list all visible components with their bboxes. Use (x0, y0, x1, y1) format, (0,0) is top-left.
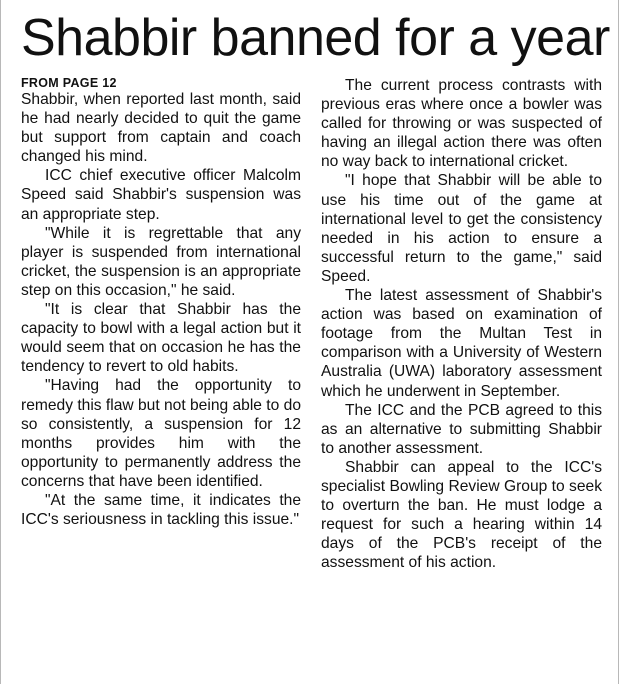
paragraph: "It is clear that Shabbir has the capacity to bowl with a legal action but it would seem that on occasion he has the tendency to revert to old habits. (21, 301, 301, 376)
headline: Shabbir banned for a year (21, 9, 610, 67)
kicker-from-page: FROM PAGE 12 (21, 76, 117, 90)
paragraph: "While it is regrettable that any player is suspended from international cricket, the suspension is an appropriate step on this occasion," he said. (21, 224, 301, 299)
paragraph: "I hope that Shabbir will be able to use his time out of the game at international level to get the consistency needed in his action to ensure a successful return to the game," said Speed. (321, 172, 602, 285)
paragraph: The latest assessment of Shabbir's action was based on examination of footage from the Multan Test in comparison with a University of Western Australia (UWA) laboratory assessment which he underwent in September. (321, 287, 602, 400)
paragraph: The ICC and the PCB agreed to this as an alternative to submitting Shabbir to another assessment. (321, 401, 602, 457)
paragraph: Shabbir, when reported last month, said he had nearly decided to quit the game but support from captain and coach changed his mind. (21, 91, 301, 166)
paragraph: Shabbir can appeal to the ICC's specialist Bowling Review Group to seek to overturn the ban. He must lodge a request for such a hearing within 14 days of the PCB's receipt of the assessment of his action. (321, 458, 602, 572)
paragraph: ICC chief executive officer Malcolm Speed said Shabbir's suspension was an appropriate step. (21, 167, 301, 223)
paragraph: "At the same time, it indicates the ICC's seriousness in tackling this issue." (21, 491, 301, 529)
right-column (321, 76, 602, 572)
paragraph: The current process contrasts with previous eras where once a bowler was called for throwing or was suspected of having an illegal action there was often no way back to international cricket. (321, 77, 602, 171)
left-column (21, 76, 301, 529)
paragraph: "Having had the opportunity to remedy this flaw but not being able to do so consistently, a suspension for 12 months provides him with the opportunity to permanently address the concerns that have been identified. (21, 377, 301, 490)
